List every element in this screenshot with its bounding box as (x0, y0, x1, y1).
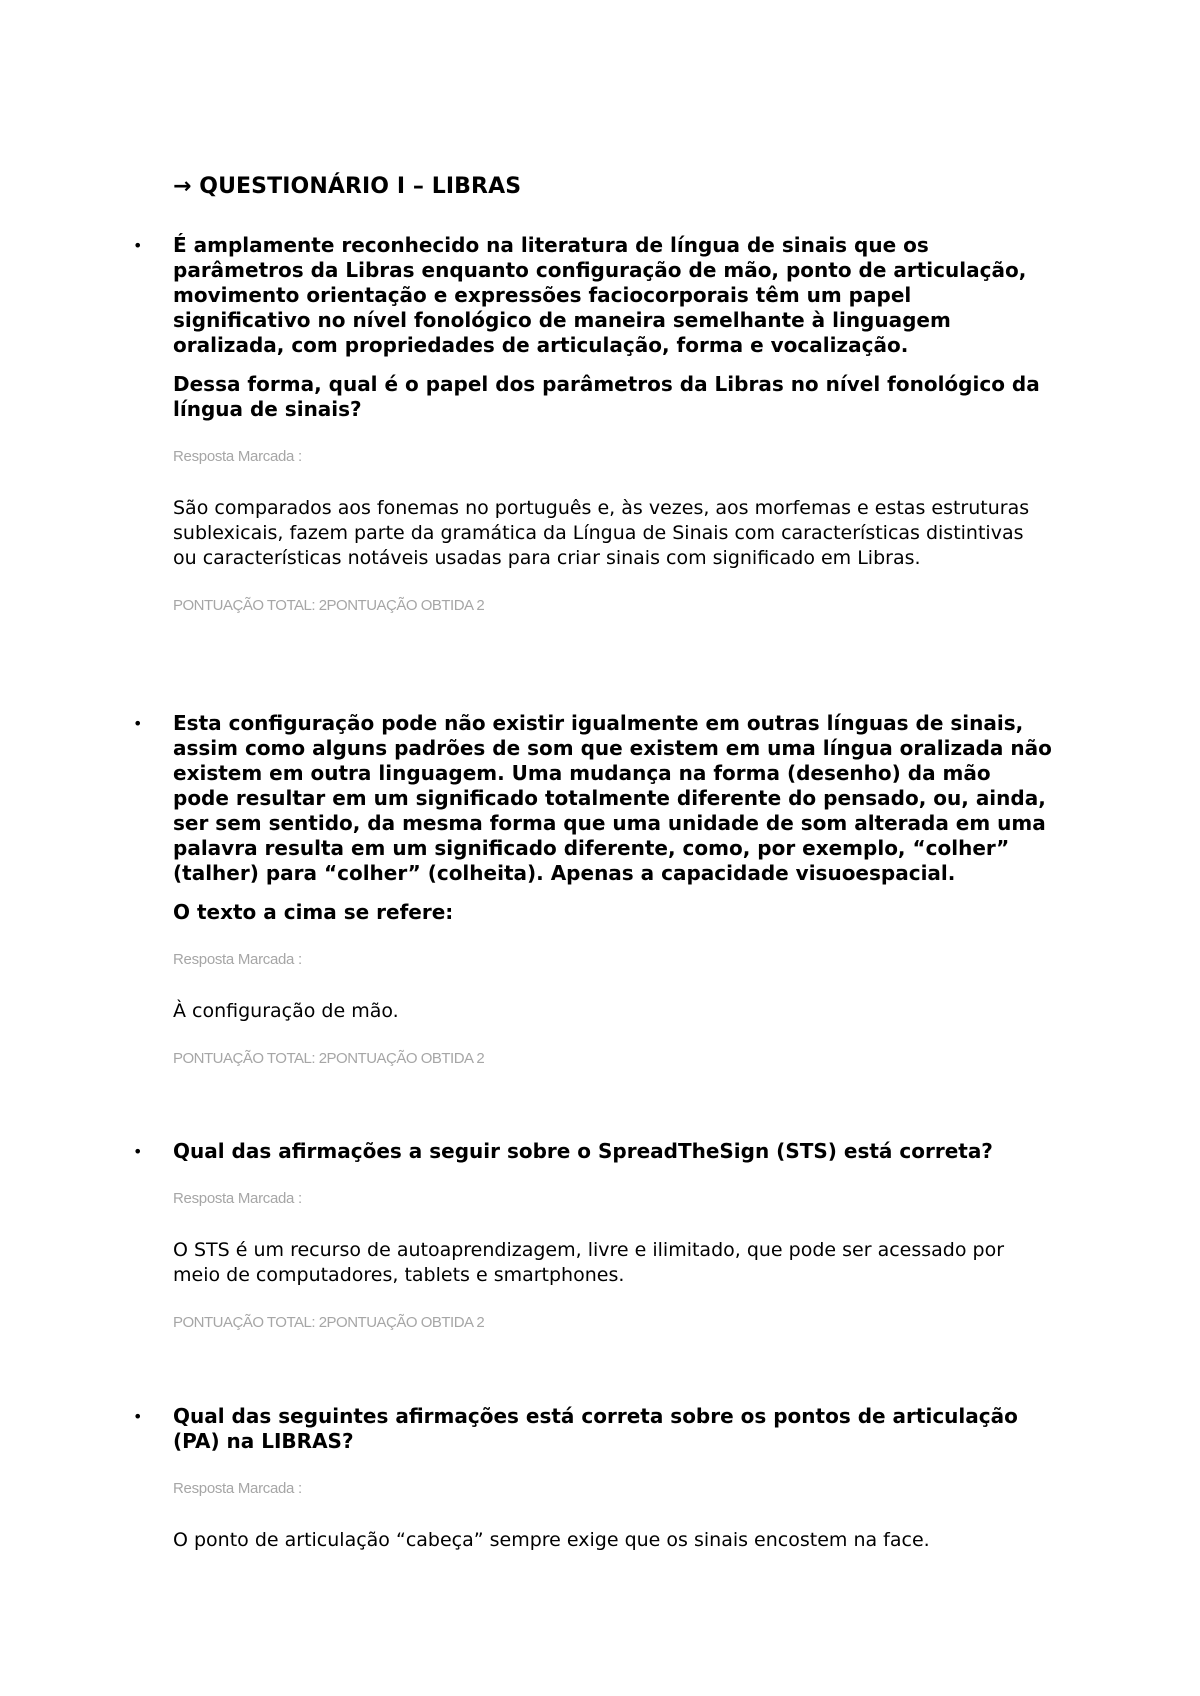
bullet-icon: • (133, 236, 143, 255)
marked-answer: O STS é um recurso de autoaprendizagem, livre e ilimitado, que pode ser acessado por meio de computadores, tablets e smartphones. (173, 1239, 1005, 1286)
score-text: PONTUAÇÃO TOTAL: 2PONTUAÇÃO OBTIDA 2 (173, 597, 485, 614)
answer-label: Resposta Marcada : (173, 1480, 302, 1497)
marked-answer: São comparados aos fonemas no português e, às vezes, aos morfemas e estas estruturas sublexicais, fazem parte da gramática da Língua de Sinais com características distintivas ou características notáveis usadas para criar sinais com significado em Libras. (173, 497, 1030, 569)
question-text: Qual das afirmações a seguir sobre o SpreadTheSign (STS) está correta? (173, 1139, 993, 1163)
bullet-icon: • (133, 1407, 143, 1426)
question-text: Qual das seguintes afirmações está correta sobre os pontos de articulação (PA) na LIBRAS? (173, 1404, 1018, 1453)
answer-label: Resposta Marcada : (173, 448, 302, 465)
bullet-icon: • (133, 714, 143, 733)
answer-label: Resposta Marcada : (173, 951, 302, 968)
score-text: PONTUAÇÃO TOTAL: 2PONTUAÇÃO OBTIDA 2 (173, 1314, 485, 1331)
question-prompt: O texto a cima se refere: (173, 900, 454, 924)
bullet-icon: • (133, 1142, 143, 1161)
answer-label: Resposta Marcada : (173, 1190, 302, 1207)
marked-answer: O ponto de articulação “cabeça” sempre exige que os sinais encostem na face. (173, 1529, 930, 1551)
score-text: PONTUAÇÃO TOTAL: 2PONTUAÇÃO OBTIDA 2 (173, 1050, 485, 1067)
marked-answer: À configuração de mão. (173, 1000, 399, 1022)
question-text: Esta configuração pode não existir igualmente em outras línguas de sinais, assim como alguns padrões de som que existem em uma língua oralizada não existem em outra linguagem. Uma mudança na forma (desenho) da mão pode resultar em um significado totalmente diferente do pensado, ou, ainda, ser sem sentido, da mesma forma que uma unidade de som alterada em uma palavra resulta em um significado diferente, como, por exemplo, “colher” (talher) para “colher” (colheita). Apenas a capacidade visuoespacial. (173, 711, 1052, 885)
question-item (133, 711, 1053, 1068)
page-title: → QUESTIONÁRIO I – LIBRAS (173, 174, 522, 199)
question-item (133, 233, 1053, 615)
question-item (133, 1404, 1053, 1553)
question-item (133, 1139, 1053, 1332)
question-text: É amplamente reconhecido na literatura de língua de sinais que os parâmetros da Libras enquanto configuração de mão, ponto de articulação, movimento orientação e expressões faciocorporais têm um papel significativo no nível fonológico de maneira semelhante à linguagem oralizada, com propriedades de articulação, forma e vocalização. (173, 233, 1027, 357)
question-prompt: Dessa forma, qual é o papel dos parâmetros da Libras no nível fonológico da língua de sinais? (173, 372, 1040, 421)
